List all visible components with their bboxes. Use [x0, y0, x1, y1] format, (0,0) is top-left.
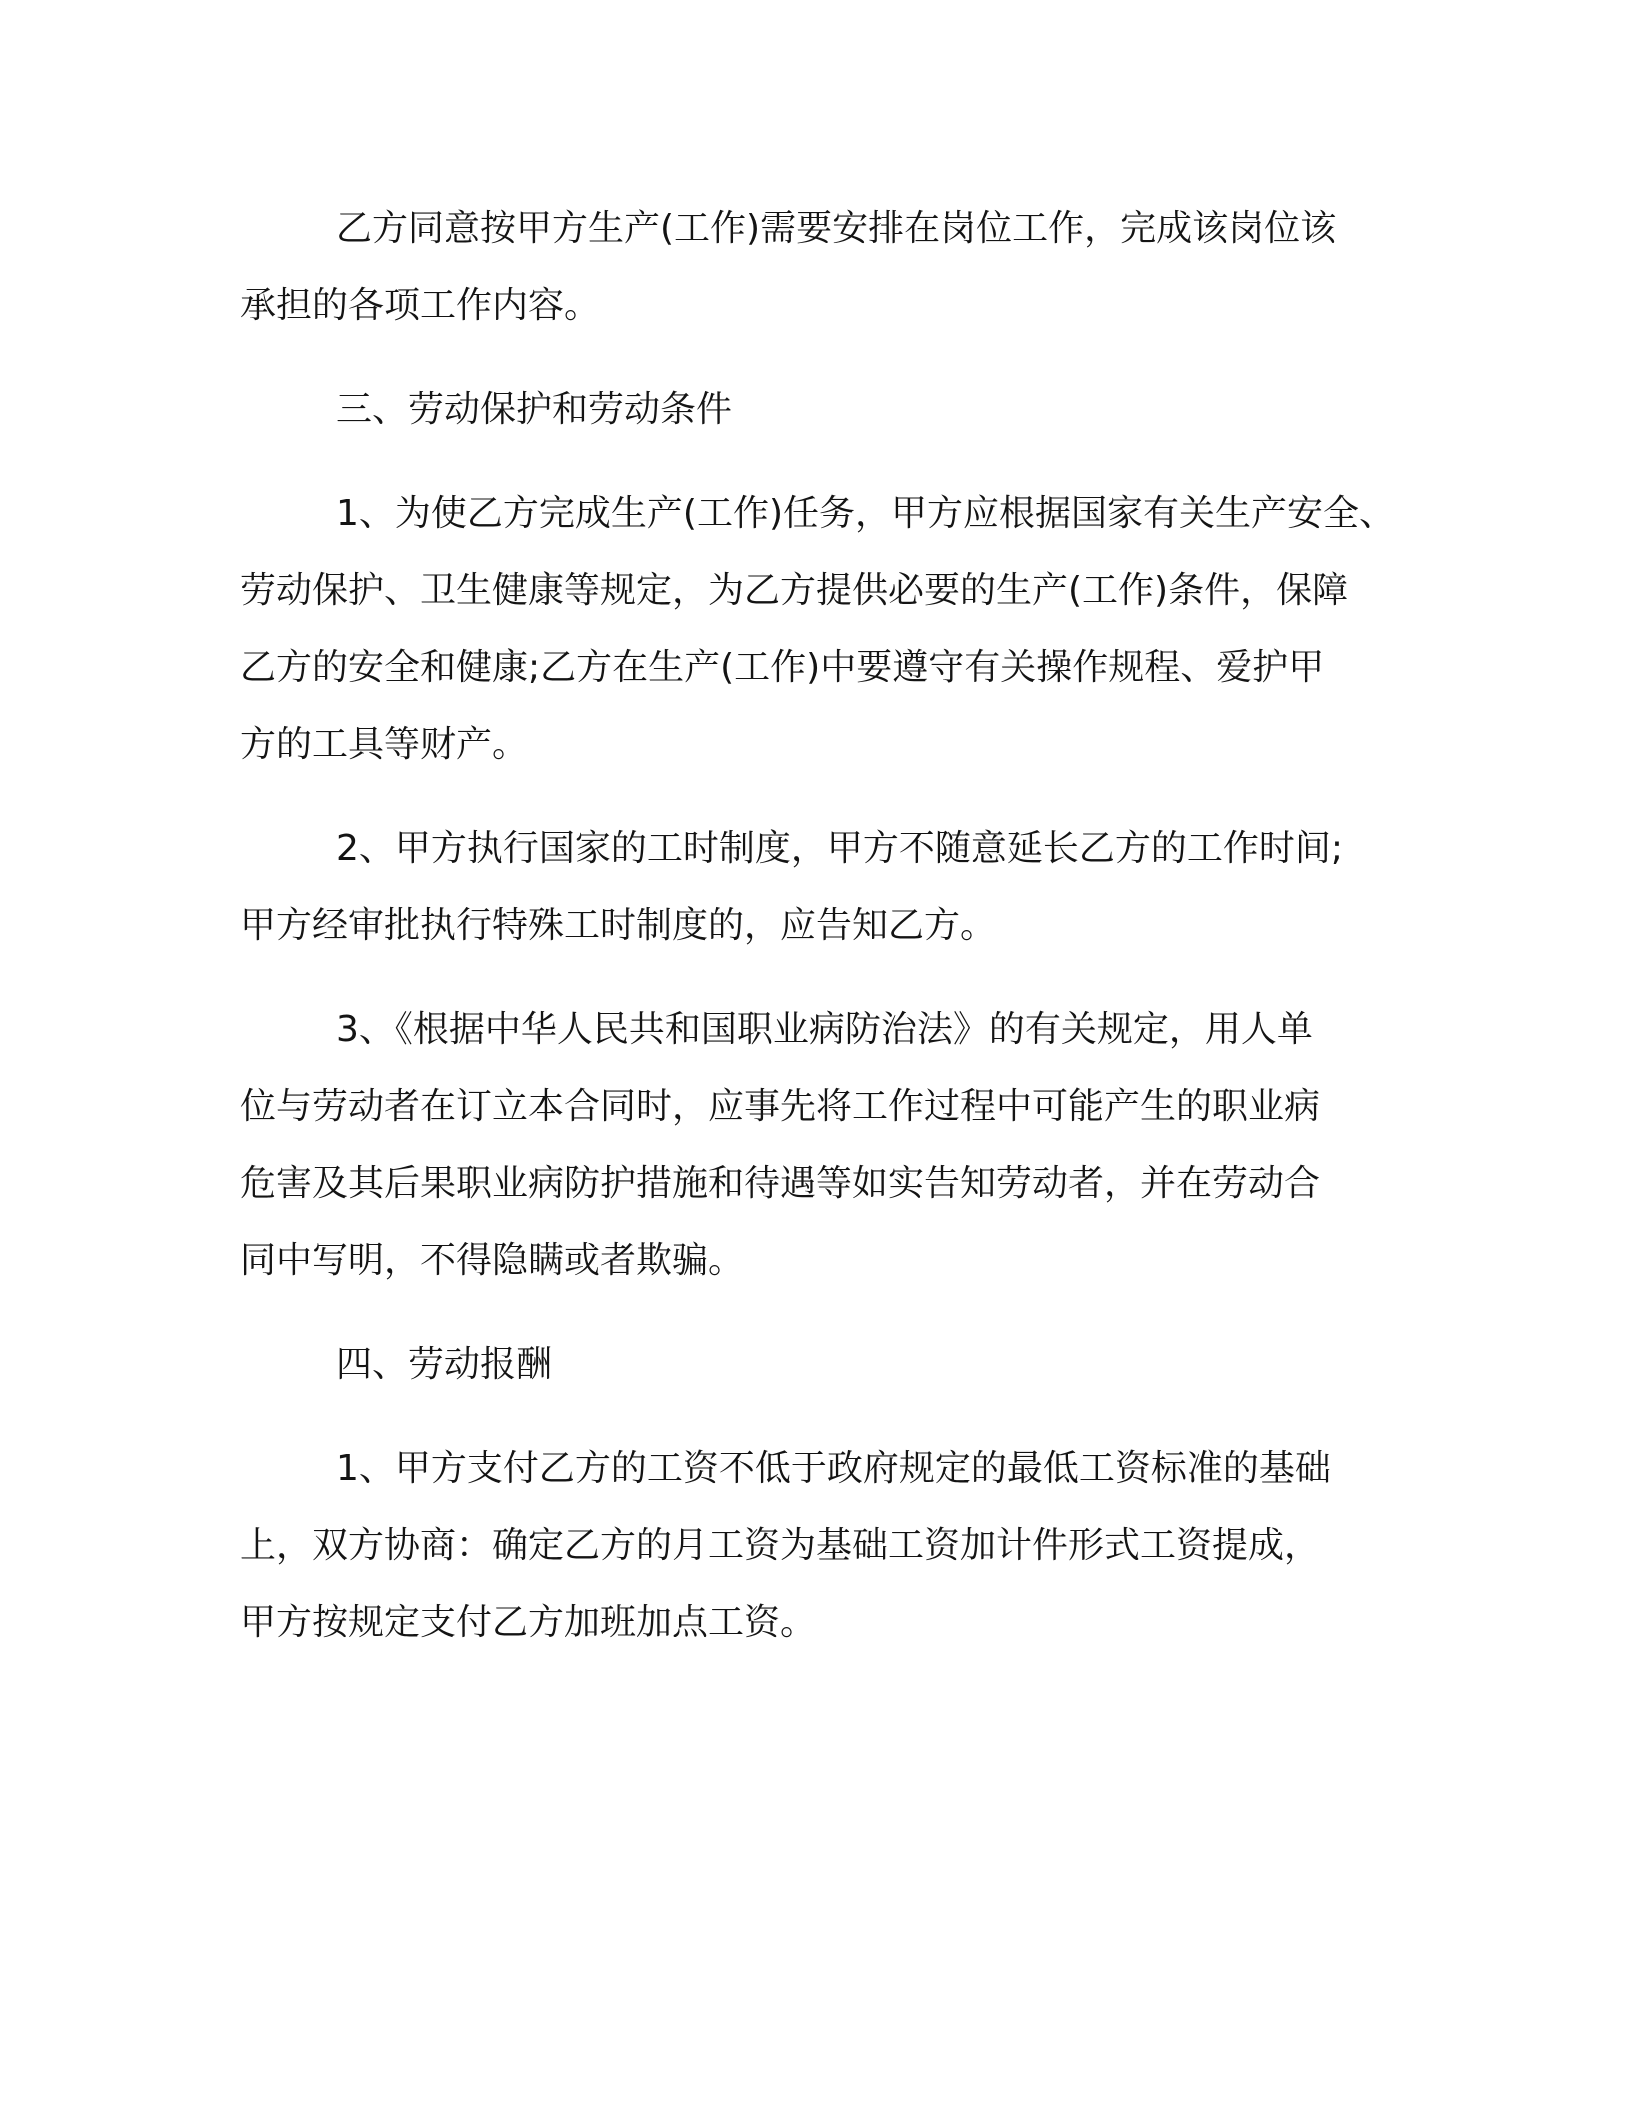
text-line: 1、为使乙方完成生产(工作)任务，甲方应根据国家有关生产安全、 — [336, 493, 1395, 534]
text-line: 三、劳动保护和劳动条件 — [336, 389, 733, 430]
document-body — [240, 190, 1420, 1661]
paragraph-remuneration-clause-1 — [240, 1430, 1420, 1661]
paragraph-protection-clause-2 — [240, 810, 1420, 964]
section-heading-labor-protection — [240, 371, 1420, 448]
paragraph-protection-clause-3 — [240, 991, 1420, 1299]
text-line: 承担的各项工作内容。 — [240, 285, 601, 326]
text-line: 位与劳动者在订立本合同时，应事先将工作过程中可能产生的职业病 — [240, 1086, 1321, 1127]
text-line: 甲方按规定支付乙方加班加点工资。 — [240, 1602, 817, 1643]
text-line: 劳动保护、卫生健康等规定，为乙方提供必要的生产(工作)条件，保障 — [240, 570, 1349, 611]
text-line: 上，双方协商：确定乙方的月工资为基础工资加计件形式工资提成， — [240, 1525, 1321, 1566]
text-line: 乙方同意按甲方生产(工作)需要安排在岗位工作，完成该岗位该 — [336, 208, 1337, 249]
text-line: 1、甲方支付乙方的工资不低于政府规定的最低工资标准的基础 — [336, 1448, 1331, 1489]
text-line: 危害及其后果职业病防护措施和待遇等如实告知劳动者，并在劳动合 — [240, 1163, 1321, 1204]
paragraph-job-duties — [240, 190, 1420, 344]
text-line: 方的工具等财产。 — [240, 724, 529, 765]
text-line: 乙方的安全和健康;乙方在生产(工作)中要遵守有关操作规程、爱护甲 — [240, 647, 1325, 688]
text-line: 同中写明，不得隐瞒或者欺骗。 — [240, 1240, 745, 1281]
text-line: 2、甲方执行国家的工时制度，甲方不随意延长乙方的工作时间; — [336, 828, 1344, 869]
paragraph-protection-clause-1 — [240, 475, 1420, 783]
text-line: 甲方经审批执行特殊工时制度的，应告知乙方。 — [240, 905, 997, 946]
text-line: 3、《根据中华人民共和国职业病防治法》的有关规定，用人单 — [336, 1009, 1313, 1050]
section-heading-remuneration — [240, 1326, 1420, 1403]
text-line: 四、劳动报酬 — [336, 1344, 553, 1385]
